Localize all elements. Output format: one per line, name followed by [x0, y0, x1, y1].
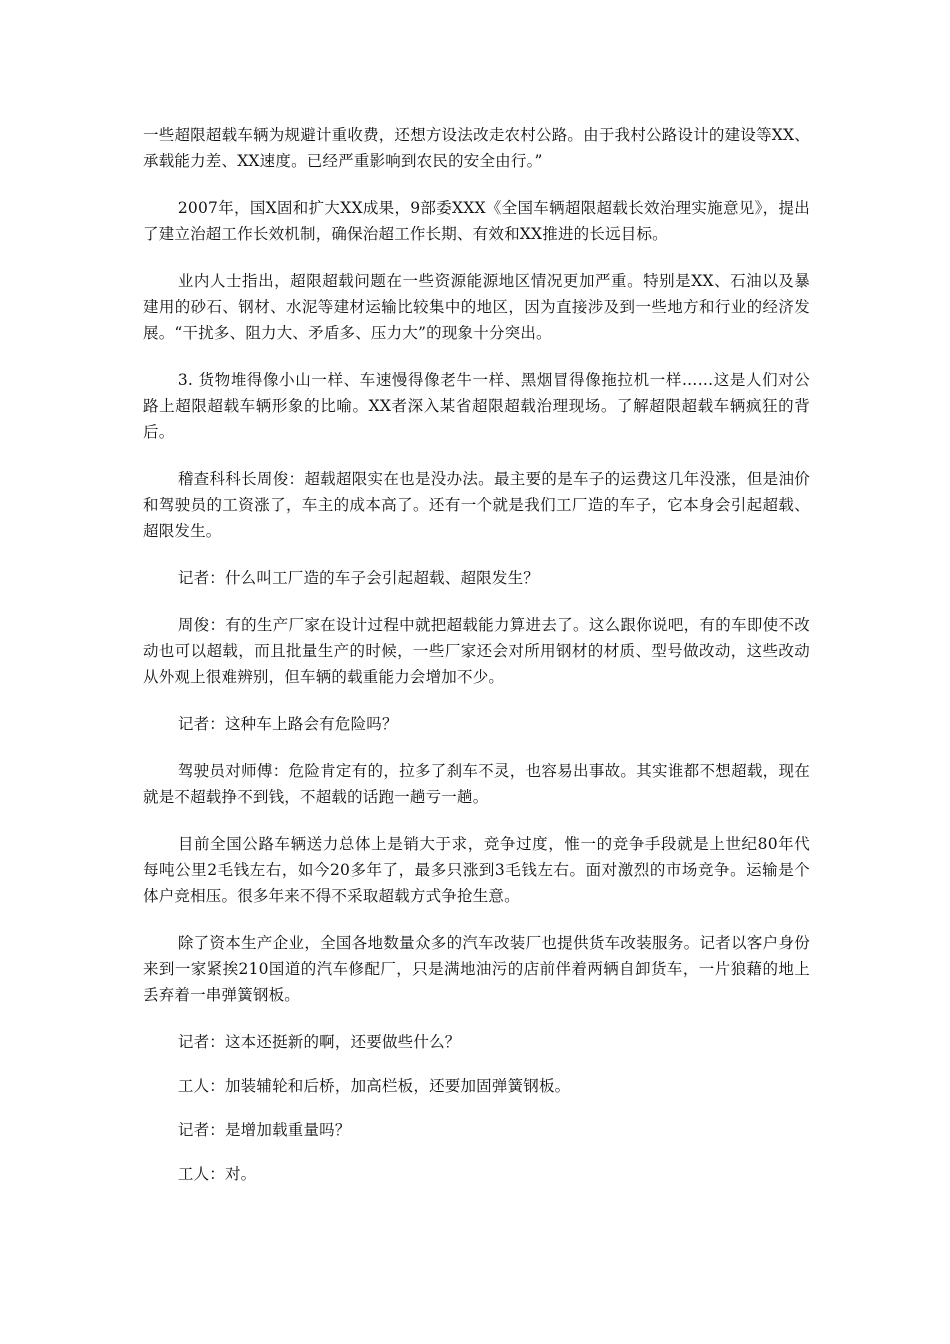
paragraph-3: 业内人士指出，超限超载问题在一些资源能源地区情况更加严重。特别是XX、石油以及暴建用的砂石、钢材、水泥等建材运输比较集中的地区，因为直接涉及到一些地方和行业的经济发展。“干扰多、阻力大、矛盾多、压力大”的现象十分突出。 [143, 272, 810, 342]
paragraph-5: 稽查科科长周俊：超载超限实在也是没办法。最主要的是车子的运费这几年没涨，但是油价和驾驶员的工资涨了，车主的成本高了。还有一个就是我们工厂造的车子，它本身会引起超载、超限发生。 [143, 470, 810, 540]
paragraph-11: 除了资本生产企业，全国各地数量众多的汽车改装厂也提供货车改装服务。记者以客户身份来到一家紧挨210国道的汽车修配厂，只是满地油污的店前伴着两辆自卸货车，一片狼藉的地上丢弃着一串弹簧钢板。 [143, 934, 810, 1004]
paragraph-4: 3. 货物堆得像小山一样、车速慢得像老牛一样、黑烟冒得像拖拉机一样……这是人们对公路上超限超载车辆形象的比喻。XX者深入某省超限超载治理现场。了解超限超载车辆疯狂的背后。 [143, 371, 810, 441]
paragraph-8: 记者：这种车上路会有危险吗？ [177, 715, 398, 733]
document-body [143, 122, 810, 1205]
paragraph-13: 工人：加装辅轮和后桥，加高栏板，还要加固弹簧钢板。 [177, 1077, 571, 1095]
paragraph-2: 2007年，国X固和扩大XX成果，9部委XXX《全国车辆超限超载长效治理实施意见》，提出了建立治超工作长效机制，确保治超工作长期、有效和XX推进的长远目标。 [143, 199, 810, 243]
paragraph-10: 目前全国公路车辆送力总体上是销大于求，竞争过度，惟一的竞争手段就是上世纪80年代每吨公里2毛钱左右，如今20多年了，最多只涨到3毛钱左右。面对激烈的市场竞争。运输是个体户竞相压。很多年来不得不采取超载方式争抢生意。 [143, 835, 810, 905]
paragraph-15: 工人：对。 [177, 1165, 257, 1183]
paragraph-1: 一些超限超载车辆为规避计重收费，还想方设法改走农村公路。由于我村公路设计的建设等XX、承载能力差、XX速度。已经严重影响到农民的安全由行。” [143, 126, 810, 170]
paragraph-7: 周俊：有的生产厂家在设计过程中就把超载能力算进去了。这么跟你说吧，有的车即使不改动也可以超载，而且批量生产的时候，一些厂家还会对所用钢材的材质、型号做改动，这些改动从外观上很难辨别，但车辆的载重能力会增加不少。 [143, 616, 810, 686]
paragraph-9: 驾驶员对师傅：危险肯定有的，拉多了刹车不灵，也容易出事故。其实谁都不想超载，现在就是不超载挣不到钱，不超载的话跑一趟亏一趟。 [143, 762, 810, 806]
paragraph-6: 记者：什么叫工厂造的车子会引起超载、超限发生？ [177, 569, 539, 587]
paragraph-12: 记者：这本还挺新的啊，还要做些什么？ [177, 1033, 461, 1051]
paragraph-14: 记者：是增加载重量吗？ [177, 1121, 351, 1139]
